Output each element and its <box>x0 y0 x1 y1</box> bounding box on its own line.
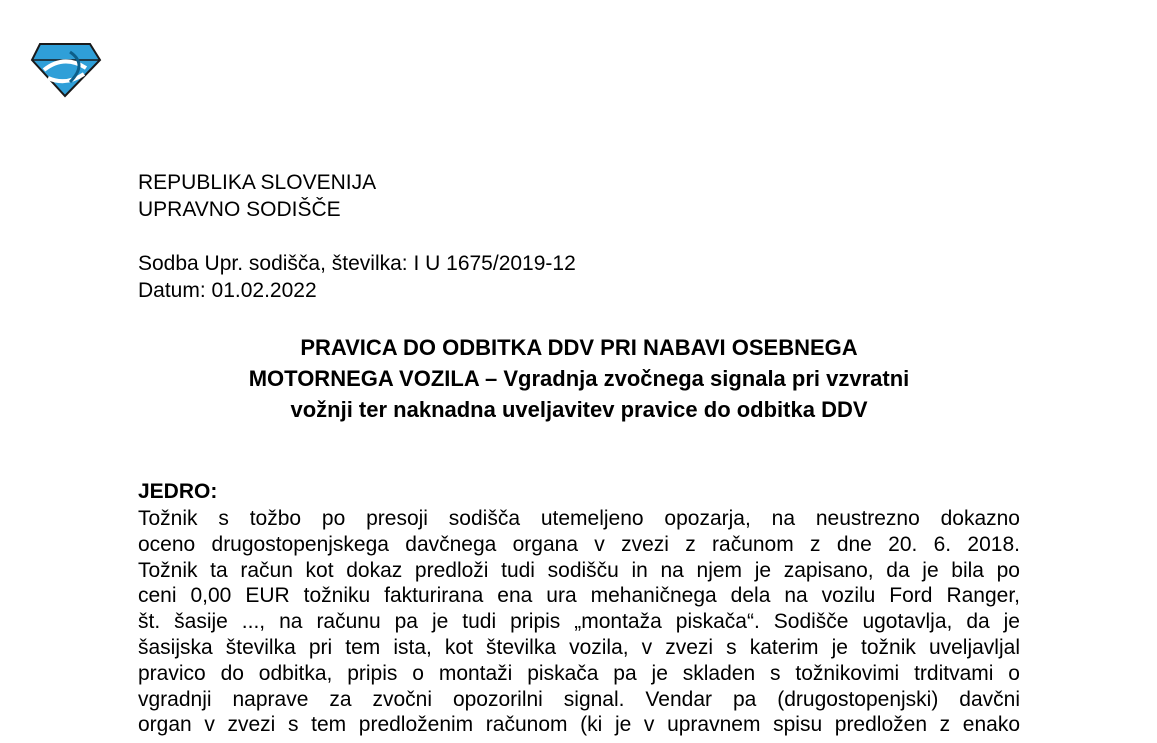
header-court: UPRAVNO SODIŠČE <box>138 197 341 221</box>
diamond-shield-icon <box>30 40 104 100</box>
document-title <box>138 332 1020 425</box>
judgment-date: Datum: 01.02.2022 <box>138 278 317 302</box>
title-line: PRAVICA DO ODBITKA DDV PRI NABAVI OSEBNEGA <box>300 335 858 360</box>
court-logo <box>30 40 104 100</box>
judgment-meta <box>138 251 576 304</box>
body-line: Tožnik ta račun kot dokaz predloži tudi sodišču in na njem je zapisano, da je bila po <box>138 558 1020 582</box>
body-paragraph <box>138 506 1020 738</box>
body-line: organ v zvezi s tem predloženim računom (ki je v upravnem spisu predložen z enako <box>138 713 1020 737</box>
body-line: pravico do odbitka, pripis o montaži piskača pa je skladen s tožnikovimi trditvami o <box>138 661 1020 685</box>
judgment-number: Sodba Upr. sodišča, številka: I U 1675/2019-12 <box>138 252 576 275</box>
section-heading: JEDRO: <box>138 480 218 503</box>
body-line: ceni 0,00 EUR tožniku fakturirana ena ura mehaničnega dela na vozilu Ford Ranger, <box>138 584 1020 608</box>
body-line: oceno drugostopenjskega davčnega organa v zvezi z računom z dne 20. 6. 2018. <box>138 532 1020 556</box>
body-line: Tožnik s tožbo po presoji sodišča utemeljeno opozarja, na neustrezno dokazno <box>138 507 1020 530</box>
header <box>138 170 376 223</box>
header-country: REPUBLIKA SLOVENIJA <box>138 171 377 194</box>
body-line: št. šasije ..., na računu pa je tudi pripis „montaža piskača“. Sodišče ugotavlja, da je <box>138 610 1020 634</box>
body-line: šasijska številka pri tem ista, kot številka vozila, v zvezi s katerim je tožnik uveljavljal <box>138 635 1020 659</box>
title-line: MOTORNEGA VOZILA – Vgradnja zvočnega signala pri vzvratni <box>248 366 910 391</box>
title-line: vožnji ter naknadna uveljavitev pravice do odbitka DDV <box>290 397 868 422</box>
body-line: vgradnji naprave za zvočni opozorilni signal. Vendar pa (drugostopenjski) davčni <box>138 687 1020 711</box>
